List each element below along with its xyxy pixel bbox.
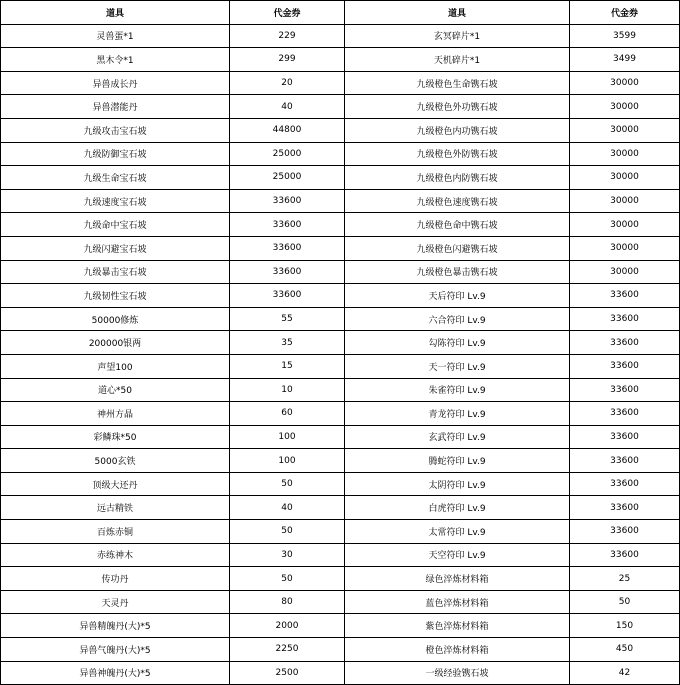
item-name-right: 勾陈符印 Lv.9 xyxy=(345,331,570,355)
item-name-left: 九级攻击宝石坡 xyxy=(1,118,230,142)
item-name-left: 九级韧性宝石坡 xyxy=(1,284,230,308)
table-row xyxy=(1,567,680,591)
item-name-right: 九级橙色暴击镌石坡 xyxy=(345,260,570,284)
item-name-left: 异兽潜能丹 xyxy=(1,95,230,119)
price-left: 50 xyxy=(230,520,345,544)
table-row xyxy=(1,378,680,402)
table-row xyxy=(1,590,680,614)
price-left: 33600 xyxy=(230,236,345,260)
item-name-left: 天灵丹 xyxy=(1,590,230,614)
table-body xyxy=(1,24,680,685)
table-row xyxy=(1,543,680,567)
table-row xyxy=(1,661,680,685)
table-row xyxy=(1,614,680,638)
item-name-left: 传功丹 xyxy=(1,567,230,591)
price-left: 299 xyxy=(230,48,345,72)
item-name-left: 200000银两 xyxy=(1,331,230,355)
price-right: 3599 xyxy=(570,24,680,48)
price-right: 30000 xyxy=(570,236,680,260)
item-name-right: 九级橙色生命镌石坡 xyxy=(345,71,570,95)
table-row xyxy=(1,354,680,378)
price-left: 44800 xyxy=(230,118,345,142)
header-item-right: 道具 xyxy=(345,1,570,25)
table-row xyxy=(1,425,680,449)
item-name-right: 天后符印 Lv.9 xyxy=(345,284,570,308)
price-left: 33600 xyxy=(230,284,345,308)
table-row xyxy=(1,236,680,260)
price-left: 100 xyxy=(230,425,345,449)
price-right: 3499 xyxy=(570,48,680,72)
price-right: 30000 xyxy=(570,95,680,119)
price-left: 40 xyxy=(230,496,345,520)
table-row xyxy=(1,213,680,237)
price-left: 30 xyxy=(230,543,345,567)
item-name-left: 百炼赤铜 xyxy=(1,520,230,544)
item-name-left: 灵兽蛋*1 xyxy=(1,24,230,48)
price-right: 33600 xyxy=(570,331,680,355)
item-name-left: 彩鳞珠*50 xyxy=(1,425,230,449)
item-name-left: 异兽气魄丹(大)*5 xyxy=(1,638,230,662)
item-name-left: 神州方晶 xyxy=(1,402,230,426)
item-name-right: 绿色淬炼材料箱 xyxy=(345,567,570,591)
table-row xyxy=(1,638,680,662)
item-name-left: 声望100 xyxy=(1,354,230,378)
price-right: 30000 xyxy=(570,213,680,237)
price-left: 15 xyxy=(230,354,345,378)
price-left: 33600 xyxy=(230,260,345,284)
price-right: 30000 xyxy=(570,71,680,95)
item-name-right: 白虎符印 Lv.9 xyxy=(345,496,570,520)
item-name-right: 九级橙色速度镌石坡 xyxy=(345,189,570,213)
item-name-left: 远古精铁 xyxy=(1,496,230,520)
table-row xyxy=(1,520,680,544)
item-name-left: 九级速度宝石坡 xyxy=(1,189,230,213)
item-name-right: 天空符印 Lv.9 xyxy=(345,543,570,567)
item-name-right: 蓝色淬炼材料箱 xyxy=(345,590,570,614)
item-name-left: 黑木令*1 xyxy=(1,48,230,72)
price-right: 450 xyxy=(570,638,680,662)
table-row xyxy=(1,496,680,520)
table-row xyxy=(1,48,680,72)
price-left: 60 xyxy=(230,402,345,426)
table-row xyxy=(1,24,680,48)
price-right: 33600 xyxy=(570,402,680,426)
item-name-right: 太阴符印 Lv.9 xyxy=(345,472,570,496)
item-name-left: 顶级大还丹 xyxy=(1,472,230,496)
table-row xyxy=(1,95,680,119)
table-row xyxy=(1,118,680,142)
price-right: 25 xyxy=(570,567,680,591)
item-name-right: 青龙符印 Lv.9 xyxy=(345,402,570,426)
price-left: 25000 xyxy=(230,166,345,190)
table-row xyxy=(1,166,680,190)
item-name-right: 太常符印 Lv.9 xyxy=(345,520,570,544)
item-name-right: 紫色淬炼材料箱 xyxy=(345,614,570,638)
price-right: 33600 xyxy=(570,496,680,520)
price-right: 30000 xyxy=(570,166,680,190)
item-name-left: 九级闪避宝石坡 xyxy=(1,236,230,260)
price-left: 35 xyxy=(230,331,345,355)
item-name-right: 朱雀符印 Lv.9 xyxy=(345,378,570,402)
price-left: 10 xyxy=(230,378,345,402)
item-name-right: 天一符印 Lv.9 xyxy=(345,354,570,378)
price-left: 100 xyxy=(230,449,345,473)
price-right: 30000 xyxy=(570,118,680,142)
item-name-right: 九级橙色闪避镌石坡 xyxy=(345,236,570,260)
price-right: 33600 xyxy=(570,284,680,308)
table-row xyxy=(1,189,680,213)
item-name-right: 橙色淬炼材料箱 xyxy=(345,638,570,662)
price-right: 33600 xyxy=(570,378,680,402)
table-header xyxy=(1,1,680,25)
item-name-right: 天机碎片*1 xyxy=(345,48,570,72)
header-price-left: 代金券 xyxy=(230,1,345,25)
item-name-right: 九级橙色命中镌石坡 xyxy=(345,213,570,237)
item-name-left: 九级生命宝石坡 xyxy=(1,166,230,190)
item-name-left: 赤练神木 xyxy=(1,543,230,567)
table-row xyxy=(1,472,680,496)
price-left: 20 xyxy=(230,71,345,95)
header-row xyxy=(1,1,680,25)
item-name-right: 六合符印 Lv.9 xyxy=(345,307,570,331)
price-right: 33600 xyxy=(570,354,680,378)
header-price-right: 代金券 xyxy=(570,1,680,25)
table-row xyxy=(1,449,680,473)
item-name-right: 一级经验镌石坡 xyxy=(345,661,570,685)
price-right: 30000 xyxy=(570,189,680,213)
table-row xyxy=(1,260,680,284)
price-left: 229 xyxy=(230,24,345,48)
price-left: 80 xyxy=(230,590,345,614)
price-right: 30000 xyxy=(570,260,680,284)
header-item-left: 道具 xyxy=(1,1,230,25)
item-name-right: 九级橙色外功镌石坡 xyxy=(345,95,570,119)
price-right: 33600 xyxy=(570,520,680,544)
price-right: 33600 xyxy=(570,425,680,449)
item-name-right: 九级橙色外防镌石坡 xyxy=(345,142,570,166)
table-row xyxy=(1,284,680,308)
item-name-left: 九级防御宝石坡 xyxy=(1,142,230,166)
price-left: 50 xyxy=(230,472,345,496)
item-name-left: 异兽成长丹 xyxy=(1,71,230,95)
item-name-left: 九级命中宝石坡 xyxy=(1,213,230,237)
price-left: 33600 xyxy=(230,189,345,213)
price-right: 42 xyxy=(570,661,680,685)
table-row xyxy=(1,402,680,426)
item-name-left: 九级暴击宝石坡 xyxy=(1,260,230,284)
price-right: 33600 xyxy=(570,307,680,331)
price-right: 33600 xyxy=(570,543,680,567)
table-row xyxy=(1,307,680,331)
item-name-right: 玄武符印 Lv.9 xyxy=(345,425,570,449)
table-row xyxy=(1,71,680,95)
item-name-right: 玄冥碎片*1 xyxy=(345,24,570,48)
price-left: 25000 xyxy=(230,142,345,166)
item-name-left: 异兽神魄丹(大)*5 xyxy=(1,661,230,685)
price-right: 33600 xyxy=(570,449,680,473)
item-name-left: 异兽精魄丹(大)*5 xyxy=(1,614,230,638)
item-name-left: 50000修炼 xyxy=(1,307,230,331)
item-name-right: 九级橙色内功镌石坡 xyxy=(345,118,570,142)
price-left: 50 xyxy=(230,567,345,591)
price-right: 33600 xyxy=(570,472,680,496)
price-left: 2000 xyxy=(230,614,345,638)
price-right: 30000 xyxy=(570,142,680,166)
item-name-right: 九级橙色内防镌石坡 xyxy=(345,166,570,190)
item-name-left: 5000玄铁 xyxy=(1,449,230,473)
price-right: 150 xyxy=(570,614,680,638)
table-row xyxy=(1,142,680,166)
item-name-left: 道心*50 xyxy=(1,378,230,402)
item-name-right: 腾蛇符印 Lv.9 xyxy=(345,449,570,473)
table-row xyxy=(1,331,680,355)
price-left: 2250 xyxy=(230,638,345,662)
price-left: 33600 xyxy=(230,213,345,237)
price-left: 2500 xyxy=(230,661,345,685)
price-left: 55 xyxy=(230,307,345,331)
price-left: 40 xyxy=(230,95,345,119)
price-right: 50 xyxy=(570,590,680,614)
